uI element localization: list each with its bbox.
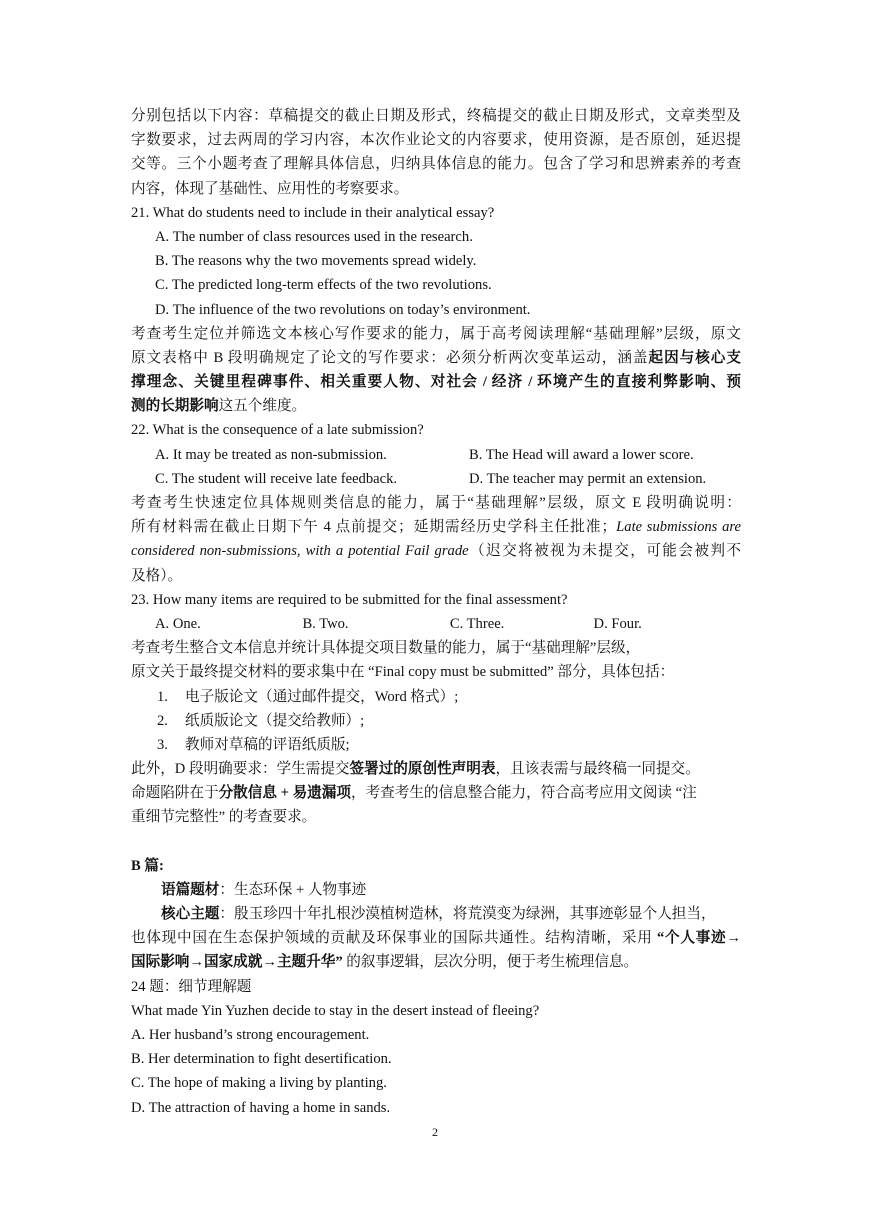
q21-option-a: A. The number of class resources used in the research. — [155, 228, 473, 245]
q24-option-d: D. The attraction of having a home in sands. — [131, 1099, 391, 1116]
section-b-theme-1: 核心主题：殷玉珍四十年扎根沙漠植树造林，将荒漠变为绿洲，其事迹彰显个人担当， — [161, 906, 716, 922]
q22-option-c: C. The student will receive late feedback. — [155, 470, 398, 487]
q21-option-c: C. The predicted long-term effects of the two revolutions. — [155, 277, 492, 294]
q21-key-point-3: 测的长期影响 — [131, 398, 219, 415]
q22-explanation-2: 所有材料需在截止日期下午 4 点前提交；延期需经历史学科主任批准；Late submissions are — [131, 519, 741, 536]
q23-question: 23. How many items are required to be submitted for the final assessment? — [131, 591, 568, 608]
q22-explanation-4: 及格）。 — [131, 567, 183, 584]
q24-option-a: A. Her husband’s strong encouragement. — [131, 1026, 370, 1043]
q23-option-c: C. Three. — [449, 615, 505, 632]
q23-option-a: A. One. — [155, 615, 201, 632]
q23-explanation-5: 重细节完整性” 的考查要求。 — [131, 809, 317, 826]
q21-explanation-4: 测的长期影响这五个维度。 — [131, 398, 307, 415]
q22-options-row-1 — [131, 443, 741, 467]
page-content — [131, 104, 741, 1120]
q23-explanation-4: 命题陷阱在于分散信息 + 易遗漏项，考查考生的信息整合能力，符合高考应用文阅读 “注 — [131, 785, 697, 802]
q23-explanation-3: 此外，D 段明确要求：学生需提交签署过的原创性声明表，且该表需与最终稿一同提交。 — [131, 761, 700, 778]
q23-option-d: D. Four. — [593, 615, 642, 632]
intro-line-1: 分别包括以下内容：草稿提交的截止日期及形式，终稿提交的截止日期及形式，文章类型及 — [131, 108, 741, 124]
section-b-theme-3: 国际影响→国家成就→主题升华” 的叙事逻辑，层次分明，便于考生梳理信息。 — [131, 954, 639, 971]
q24-label: 24 题：细节理解题 — [131, 978, 252, 995]
section-b-topic: 语篇题材：生态环保 + 人物事迹 — [161, 881, 367, 898]
q23-options-row — [131, 612, 741, 636]
q22-options-row-2 — [131, 467, 741, 491]
q21-explanation-2: 原文表格中 B 段明确规定了论文的写作要求：必须分析两次变革运动，涵盖起因与核心支 — [131, 349, 741, 366]
section-b-theme-2: 也体现中国在生态保护领域的贡献及环保事业的国际共通性。结构清晰，采用 “个人事迹→ — [131, 930, 741, 947]
q23-key-point-1: 签署过的原创性声明表 — [349, 761, 496, 778]
q22-question: 22. What is the consequence of a late submission? — [131, 422, 424, 439]
q22-quote-2: considered non-submissions, with a potential Fail grade — [131, 543, 469, 560]
intro-line-3: 交等。三个小题考查了理解具体信息，归纳具体信息的能力。包含了学习和思辨素养的考查 — [131, 156, 741, 173]
theme-label: 核心主题 — [161, 906, 220, 922]
page-number: 2 — [432, 1125, 438, 1139]
q22-option-a: A. It may be treated as non-submission. — [155, 446, 387, 463]
q21-key-point-2: 撑理念、关键里程碑事件、相关重要人物、对社会 / 经济 / 环境产生的直接利弊影响、预 — [131, 374, 741, 391]
q24-option-c: C. The hope of making a living by planting. — [131, 1075, 387, 1092]
q23-explanation-2: 原文关于最终提交材料的要求集中在 “Final copy must be submitted” 部分，具体包括： — [131, 664, 675, 681]
q21-question: 21. What do students need to include in their analytical essay? — [131, 204, 495, 221]
q21-option-d: D. The influence of the two revolutions on today’s environment. — [155, 301, 531, 318]
q22-option-b: B. The Head will award a lower score. — [469, 446, 694, 463]
q23-option-b: B. Two. — [302, 615, 349, 632]
q23-key-point-2: 分散信息 + 易遗漏项 — [218, 785, 351, 802]
q21-key-point-1: 起因与核心支 — [648, 349, 741, 366]
q23-list-item-2: 2. 纸质版论文（提交给教师）; — [157, 712, 365, 729]
q22-explanation-1: 考查考生快速定位具体规则类信息的能力，属于“基础理解”层级，原文 E 段明确说明： — [131, 495, 741, 511]
q22-explanation-3: considered non-submissions, with a potential Fail grade（迟交将被视为未提交，可能会被判不 — [131, 543, 741, 560]
q23-list-item-1: 1. 电子版论文（通过邮件提交，Word 格式）; — [157, 688, 459, 705]
q24-question: What made Yin Yuzhen decide to stay in the desert instead of fleeing? — [131, 1002, 540, 1019]
topic-label: 语篇题材 — [161, 881, 220, 898]
q22-quote-1: Late submissions are — [616, 519, 741, 536]
q21-explanation-1: 考查考生定位并筛选文本核心写作要求的能力，属于高考阅读理解“基础理解”层级，原文 — [131, 325, 741, 342]
q23-explanation-1: 考查考生整合文本信息并统计具体提交项目数量的能力，属于“基础理解”层级， — [131, 640, 641, 657]
section-gap — [131, 830, 741, 854]
q21-explanation-3 — [131, 370, 741, 394]
section-b-heading: B 篇: — [131, 857, 164, 874]
q24-option-b: B. Her determination to fight desertification. — [131, 1051, 392, 1068]
intro-line-4: 内容，体现了基础性、应用性的考察要求。 — [131, 180, 409, 197]
intro-line-2: 字数要求，过去两周的学习内容，本次作业论文的内容要求，使用资源，是否原创，延迟提 — [131, 132, 741, 149]
q22-option-d: D. The teacher may permit an extension. — [469, 470, 707, 487]
q21-option-b: B. The reasons why the two movements spread widely. — [155, 253, 477, 270]
q23-list-item-3: 3. 教师对草稿的评语纸质版; — [157, 736, 350, 753]
